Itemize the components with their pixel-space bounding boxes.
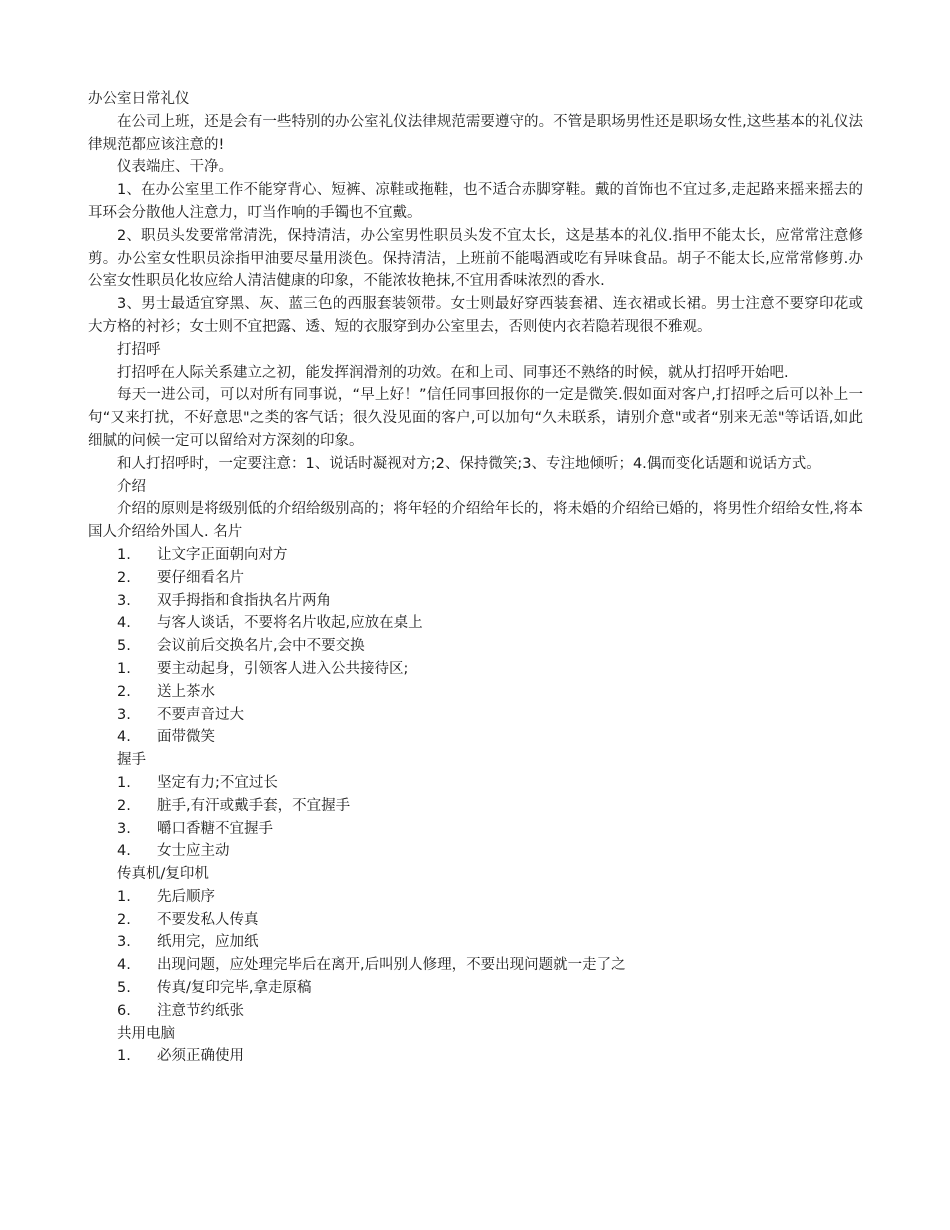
- list-item: [117, 818, 863, 841]
- list-number: 3.: [117, 592, 131, 609]
- list-item: [117, 704, 863, 727]
- list-item: [117, 567, 863, 590]
- shared-computer-heading: 共用电脑: [117, 1025, 175, 1042]
- list-number: 1.: [117, 888, 131, 905]
- list-text: 纸用完，应加纸: [157, 934, 259, 951]
- list-item: [117, 772, 863, 795]
- list-text: 不要发私人传真: [157, 911, 259, 928]
- document-title: 办公室日常礼仪: [88, 91, 190, 107]
- list-number: 2.: [117, 911, 131, 928]
- list-number: 6.: [117, 1002, 131, 1019]
- list-item: [117, 795, 863, 818]
- list-text: 面带微笑: [157, 729, 215, 746]
- greeting-paragraph-2: 每天一进公司，可以对所有同事说，“早上好！”信任同事回报你的一定是微笑.假如面对客户,打招呼之后可以补上一句“又来打扰，不好意思"之类的客气话；很久没见面的客户,可以加句“久未联系，请别介意"或者“别来无恙"等话语,如此细腻的问候一定可以留给对方深刻的印象。: [88, 387, 863, 449]
- list-item: [117, 635, 863, 658]
- list-text: 先后顺序: [157, 888, 215, 905]
- introduction-paragraph: 介绍的原则是将级别低的介绍给级别高的；将年轻的介绍给年长的，将未婚的介绍给已婚的，将男性介绍给女性,将本国人介绍给外国人. 名片: [88, 501, 863, 541]
- fax-copier-heading: 传真机/复印机: [117, 866, 209, 883]
- list-text: 脏手,有汗或戴手套，不宜握手: [157, 797, 351, 814]
- list-number: 2.: [117, 569, 131, 586]
- greeting-paragraph-3: 和人打招呼时，一定要注意：1、说话时凝视对方;2、保持微笑;3、专注地倾听；4.偶而变化话题和说话方式。: [117, 455, 821, 472]
- list-number: 1.: [117, 660, 131, 677]
- list-number: 3.: [117, 934, 131, 951]
- list-text: 坚定有力;不宜过长: [157, 774, 278, 791]
- list-text: 注意节约纸张: [157, 1002, 244, 1019]
- list-text: 必须正确使用: [157, 1048, 244, 1065]
- list-number: 2.: [117, 797, 131, 814]
- list-item: [117, 681, 863, 704]
- list-item: [117, 977, 863, 1000]
- list-number: 1.: [117, 774, 131, 791]
- greeting-heading: 打招呼: [117, 341, 161, 358]
- list-text: 双手拇指和食指执名片两角: [157, 592, 331, 609]
- list-item: [117, 658, 863, 681]
- list-number: 5.: [117, 980, 131, 997]
- list-number: 1.: [117, 546, 131, 563]
- list-item: [117, 612, 863, 635]
- list-item: [117, 931, 863, 954]
- list-item: [117, 1045, 863, 1068]
- list-number: 3.: [117, 820, 131, 837]
- document-page: [88, 88, 863, 1068]
- list-item: [117, 840, 863, 863]
- list-text: 要仔细看名片: [157, 569, 244, 586]
- list-text: 让文字正面朝向对方: [157, 546, 288, 563]
- list-text: 嚼口香糖不宜握手: [157, 820, 273, 837]
- list-text: 不要声音过大: [157, 706, 244, 723]
- shared-computer-list: [88, 1045, 863, 1068]
- appearance-heading: 仪表端庄、干净。: [117, 159, 233, 176]
- introduction-heading: 介绍: [117, 478, 146, 495]
- fax-copier-list: [88, 886, 863, 1023]
- list-text: 出现问题，应处理完毕后在离开,后叫别人修理，不要出现问题就一走了之: [157, 957, 626, 974]
- intro-paragraph: 在公司上班，还是会有一些特别的办公室礼仪法律规范需要遵守的。不管是职场男性还是职场女性,这些基本的礼仪法律规范都应该注意的!: [88, 113, 863, 153]
- list-text: 会议前后交换名片,会中不要交换: [157, 638, 365, 655]
- business-card-list: [88, 544, 863, 658]
- list-item: [117, 886, 863, 909]
- list-text: 送上茶水: [157, 683, 215, 700]
- appearance-paragraph-3: 3、男士最适宜穿黑、灰、蓝三色的西服套装领带。女士则最好穿西装套裙、连衣裙或长裙。男士注意不要穿印花或大方格的衬衫；女士则不宜把露、透、短的衣服穿到办公室里去，否则使内衣若隐若现很不雅观。: [88, 296, 863, 335]
- list-item: [117, 954, 863, 977]
- appearance-paragraph-1: 1、在办公室里工作不能穿背心、短裤、凉鞋或拖鞋，也不适合赤脚穿鞋。戴的首饰也不宜过多,走起路来摇来摇去的耳环会分散他人注意力，叮当作响的手镯也不宜戴。: [88, 182, 863, 221]
- list-text: 与客人谈话，不要将名片收起,应放在桌上: [157, 615, 423, 632]
- appearance-paragraph-2: 2、职员头发要常常清洗，保持清洁，办公室男性职员头发不宜太长，这是基本的礼仪.指甲不能太长，应常常注意修剪。办公室女性职员涂指甲油要尽量用淡色。保持清洁，上班前不能喝酒或吃有异味食品。胡子不能太长,应常常修剪.办公室女性职员化妆应给人清洁健康的印象，不能浓妆艳抹,不宜用香味浓烈的香水.: [88, 227, 863, 290]
- list-number: 4.: [117, 729, 131, 746]
- list-number: 5.: [117, 638, 131, 655]
- list-number: 1.: [117, 1048, 131, 1065]
- list-item: [117, 544, 863, 567]
- list-number: 3.: [117, 706, 131, 723]
- list-item: [117, 726, 863, 749]
- list-number: 4.: [117, 615, 131, 632]
- reception-list: [88, 658, 863, 749]
- list-number: 4.: [117, 843, 131, 860]
- list-item: [117, 590, 863, 613]
- list-item: [117, 909, 863, 932]
- list-item: [117, 1000, 863, 1023]
- list-text: 要主动起身，引领客人进入公共接待区;: [157, 660, 409, 677]
- handshake-heading: 握手: [117, 752, 146, 769]
- list-text: 女士应主动: [157, 843, 230, 860]
- greeting-paragraph-1: 打招呼在人际关系建立之初，能发挥润滑剂的功效。在和上司、同事还不熟络的时候，就从打招呼开始吧.: [117, 364, 789, 381]
- handshake-list: [88, 772, 863, 863]
- list-number: 4.: [117, 957, 131, 974]
- list-number: 2.: [117, 683, 131, 700]
- list-text: 传真/复印完毕,拿走原稿: [157, 980, 312, 997]
